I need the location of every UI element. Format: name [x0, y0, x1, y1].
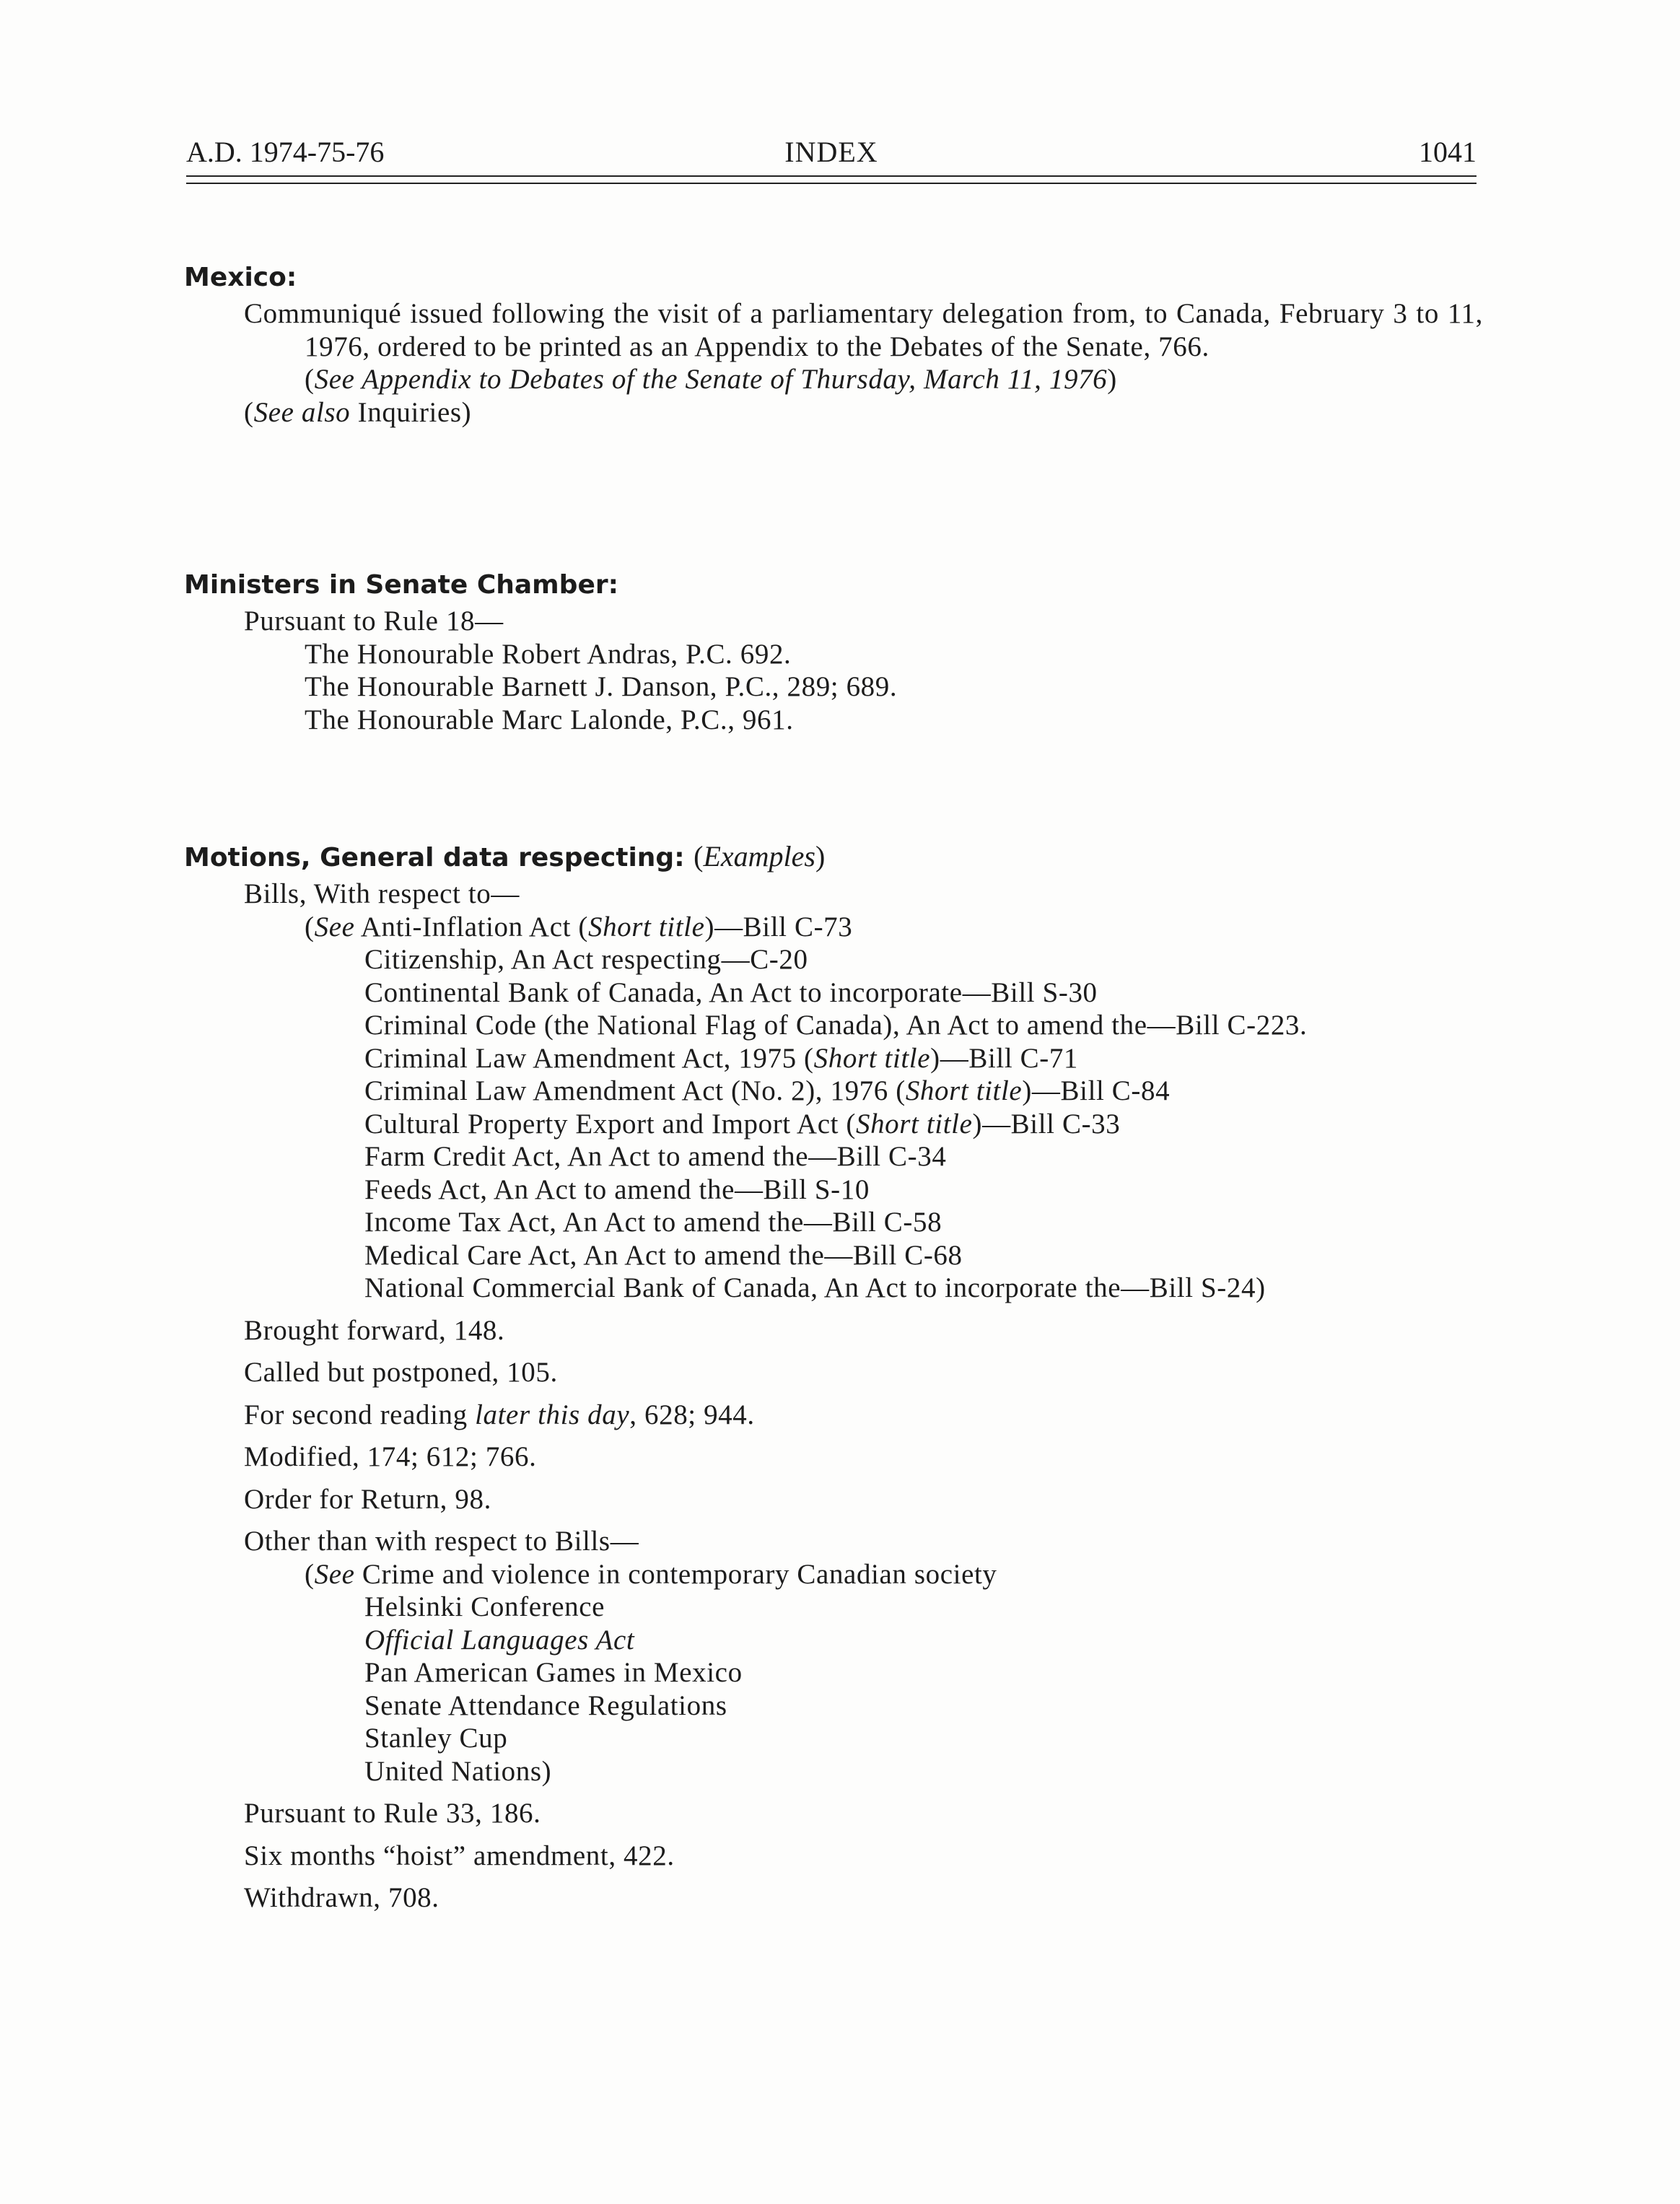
minister-entry: The Honourable Robert Andras, P.C. 692. — [305, 638, 792, 670]
short-title-label: Short title — [587, 911, 705, 943]
ministers-rule-line: Pursuant to Rule 18— — [244, 605, 504, 637]
bill-entry: Farm Credit Act, An Act to amend the—Bill C-34 — [364, 1141, 947, 1172]
see-note-text: See Appendix to Debates of the Senate of Thursday, March 11, 1976 — [314, 364, 1108, 395]
bill-entry: Feeds Act, An Act to amend the—Bill S-10 — [364, 1173, 870, 1205]
header-rule-bottom — [186, 183, 1476, 184]
ministers-section — [184, 569, 1483, 736]
bill-entry: Medical Care Act, An Act to amend the—Bill C-68 — [364, 1239, 963, 1271]
motions-section — [184, 840, 1483, 1915]
other-intro: Other than with respect to Bills— — [244, 1526, 639, 1557]
minister-entry: The Honourable Marc Lalonde, P.C., 961. — [305, 704, 794, 735]
motion-entry-second-reading: For second reading later this day, 628; 944. — [244, 1399, 755, 1430]
motions-heading — [184, 840, 1483, 875]
other-reference-entry: United Nations) — [364, 1755, 552, 1787]
motion-entry-brought-forward: Brought forward, 148. — [244, 1314, 505, 1346]
bill-entry: Criminal Law Amendment Act, 1975 (Short title)—Bill C-71 — [364, 1042, 1079, 1074]
see-label: See — [314, 911, 355, 943]
motion-entry-called-postponed: Called but postponed, 105. — [244, 1357, 558, 1388]
see-also-text: Inquiries) — [350, 396, 472, 428]
bill-entry: Continental Bank of Canada, An Act to incorporate—Bill S-30 — [364, 976, 1098, 1008]
other-reference-entry: Stanley Cup — [364, 1723, 508, 1754]
bill-entry: Income Tax Act, An Act to amend the—Bill C-58 — [364, 1207, 942, 1238]
motions-heading-note: (Examples) — [694, 840, 826, 873]
bill-entry: Criminal Law Amendment Act (No. 2), 1976 (Short title)—Bill C-84 — [364, 1075, 1171, 1106]
see-label: See — [314, 1558, 355, 1590]
motion-entry-rule-33: Pursuant to Rule 33, 186. — [244, 1798, 541, 1829]
bill-entry: Cultural Property Export and Import Act (Short title)—Bill C-33 — [364, 1108, 1121, 1140]
motion-entry-hoist: Six months “hoist” amendment, 422. — [244, 1840, 675, 1871]
bills-intro: Bills, With respect to— — [244, 878, 520, 909]
minister-entry: The Honourable Barnett J. Danson, P.C., 289; 689. — [305, 671, 898, 702]
mexico-communique-entry: Communiqué issued following the visit of a parliamentary delegation from, to Canada, February 3 to 11, 1976, ordered to be printed as an Appendix to the Debates of the Senate, 766. — [244, 298, 1483, 362]
bill-entry: National Commercial Bank of Canada, An Act to incorporate the—Bill S-24) — [364, 1272, 1266, 1303]
motion-entry-withdrawn: Withdrawn, 708. — [244, 1882, 439, 1913]
mexico-section — [184, 261, 1483, 429]
bill-entry: Citizenship, An Act respecting—C-20 — [364, 944, 808, 975]
other-see-line: (See Crime and violence in contemporary Canadian society — [305, 1558, 997, 1590]
motions-heading-text: Motions, General data respecting: — [184, 843, 685, 873]
other-reference-entry: Official Languages Act — [364, 1624, 635, 1656]
mexico-see-also — [244, 396, 1483, 429]
running-head — [186, 134, 1476, 170]
paren-open: ( — [244, 396, 254, 428]
running-head-years: A.D. 1974-75-76 — [186, 136, 385, 168]
page-number: 1041 — [1419, 136, 1476, 168]
motion-entry-order-return: Order for Return, 98. — [244, 1483, 491, 1515]
running-head-title: INDEX — [784, 136, 878, 168]
ministers-heading: Ministers in Senate Chamber: — [184, 570, 619, 600]
header-rule-top — [186, 175, 1476, 177]
other-reference-entry: Pan American Games in Mexico — [364, 1657, 743, 1688]
other-reference-entry: Senate Attendance Regulations — [364, 1689, 727, 1721]
paren-open: ( — [305, 364, 315, 395]
mexico-heading: Mexico: — [184, 263, 297, 292]
paren-close: ) — [1107, 364, 1117, 395]
other-list — [184, 1591, 1483, 1788]
mexico-see-note — [305, 363, 1483, 396]
bill-list — [184, 943, 1483, 1305]
bill-entry: Criminal Code (the National Flag of Canada), An Act to amend the—Bill C-223. — [364, 1010, 1308, 1041]
bills-see-line: (See Anti-Inflation Act (Short title)—Bill C-73 — [305, 911, 853, 943]
other-reference-entry: Helsinki Conference — [364, 1591, 605, 1622]
motion-entry-modified: Modified, 174; 612; 766. — [244, 1441, 537, 1472]
see-also-label: See also — [253, 396, 351, 428]
